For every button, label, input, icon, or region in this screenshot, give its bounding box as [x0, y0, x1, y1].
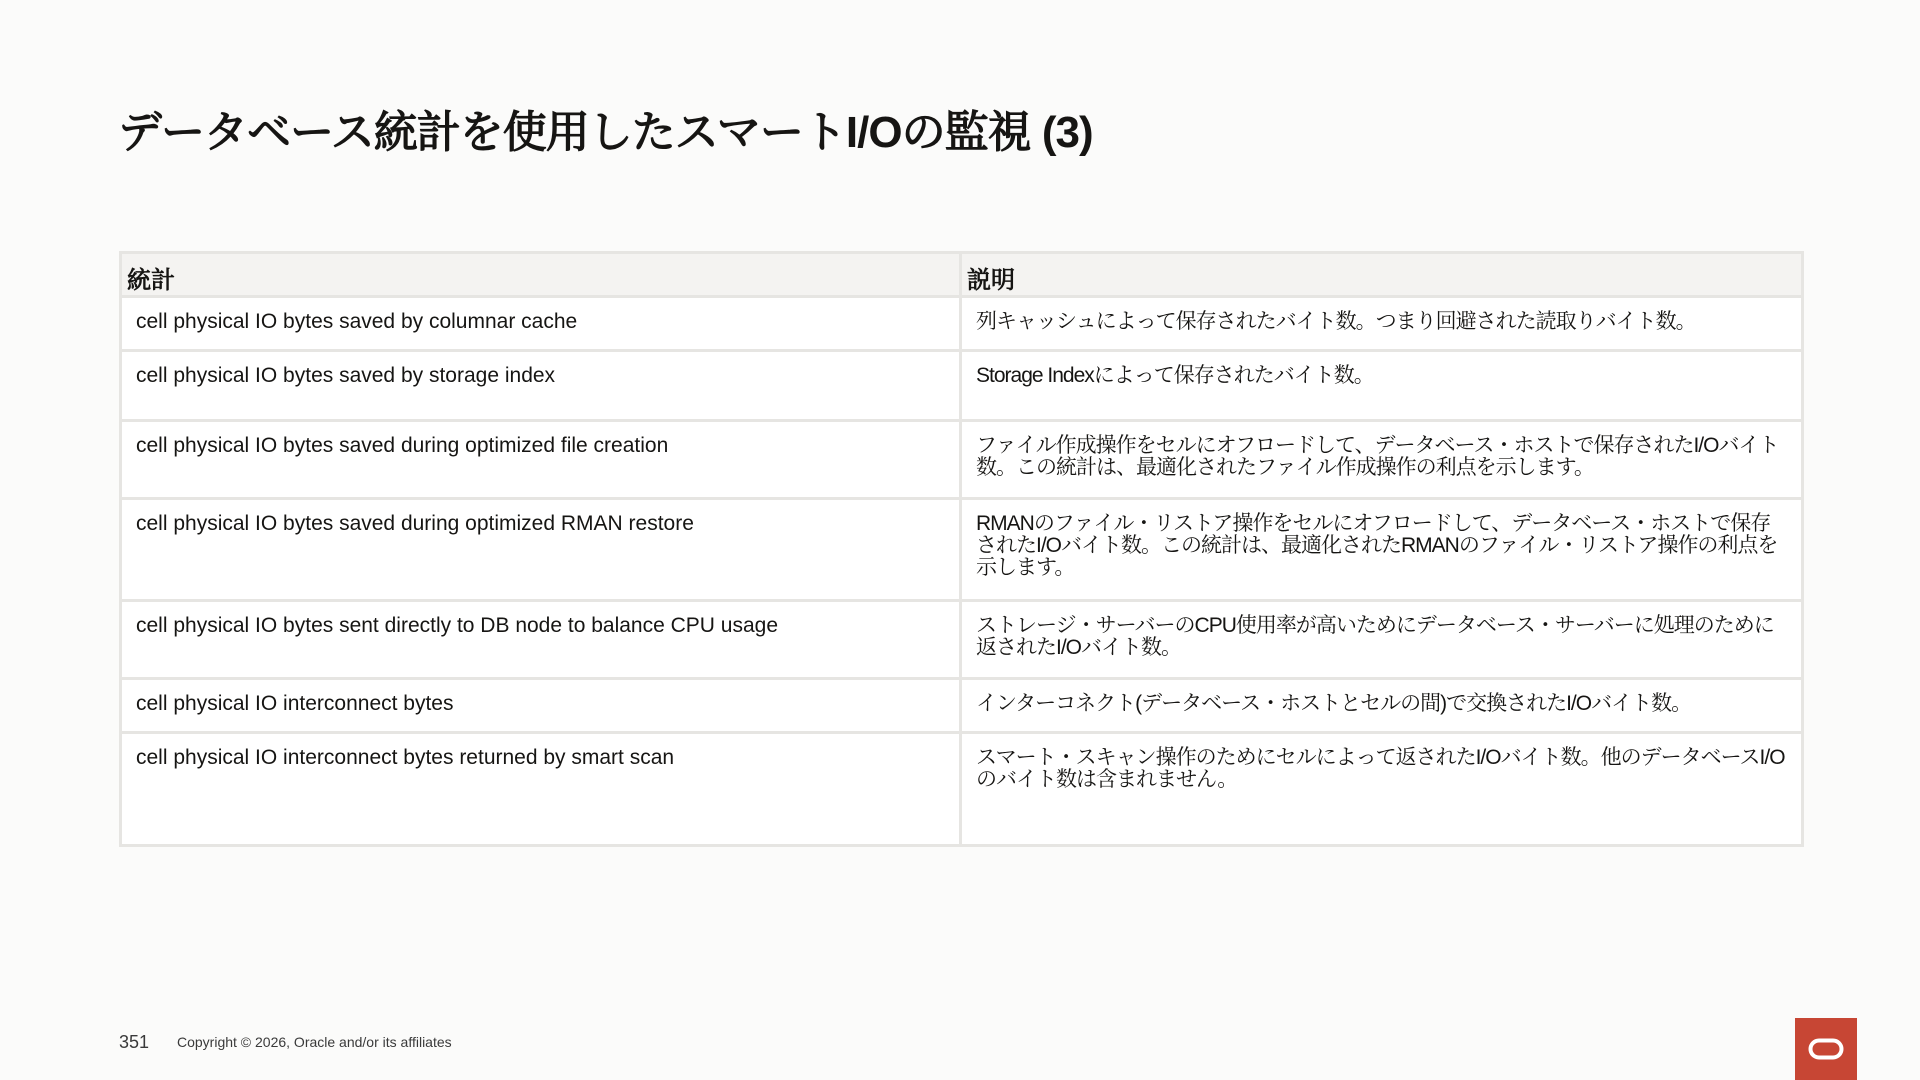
oracle-logo-icon: [1795, 1018, 1857, 1080]
table-row: [121, 297, 1803, 351]
column-header-statistic: 統計: [121, 253, 961, 297]
statistic-description: ストレージ・サーバーのCPU使用率が高いためにデータベース・サーバーに処理のために返されたI/Oバイト数。: [961, 601, 1803, 679]
slide-title: データベース統計を使用したスマートI/Oの監視 (3): [118, 108, 1093, 157]
statistic-name: cell physical IO interconnect bytes: [121, 679, 961, 733]
statistic-description: ファイル作成操作をセルにオフロードして、データベース・ホストで保存されたI/Oバイト数。この統計は、最適化されたファイル作成操作の利点を示します。: [961, 421, 1803, 499]
statistic-name: cell physical IO interconnect bytes returned by smart scan: [121, 733, 961, 846]
statistic-description: RMANのファイル・リストア操作をセルにオフロードして、データベース・ホストで保存されたI/Oバイト数。この統計は、最適化されたRMANのファイル・リストア操作の利点を示します。: [961, 499, 1803, 601]
statistic-description: Storage Indexによって保存されたバイト数。: [961, 351, 1803, 421]
table-row: [121, 679, 1803, 733]
statistic-name: cell physical IO bytes saved by columnar cache: [121, 297, 961, 351]
table-header-row: [121, 253, 1803, 297]
statistics-table: [119, 251, 1804, 847]
table-row: [121, 351, 1803, 421]
statistic-description: スマート・スキャン操作のためにセルによって返されたI/Oバイト数。他のデータベースI/Oのバイト数は含まれません。: [961, 733, 1803, 846]
statistic-name: cell physical IO bytes sent directly to DB node to balance CPU usage: [121, 601, 961, 679]
statistic-description: インターコネクト(データベース・ホストとセルの間)で交換されたI/Oバイト数。: [961, 679, 1803, 733]
column-header-description: 説明: [961, 253, 1803, 297]
page-number: 351: [119, 1032, 150, 1052]
table-row: [121, 499, 1803, 601]
table-row: [121, 733, 1803, 846]
statistic-name: cell physical IO bytes saved during optimized RMAN restore: [121, 499, 961, 601]
statistic-name: cell physical IO bytes saved during optimized file creation: [121, 421, 961, 499]
table-row: [121, 421, 1803, 499]
statistic-name: cell physical IO bytes saved by storage index: [121, 351, 961, 421]
statistic-description: 列キャッシュによって保存されたバイト数。つまり回避された読取りバイト数。: [961, 297, 1803, 351]
oracle-ring-icon: [1808, 1038, 1844, 1060]
copyright-notice: Copyright © 2026, Oracle and/or its affiliates: [177, 1034, 452, 1050]
table-row: [121, 601, 1803, 679]
